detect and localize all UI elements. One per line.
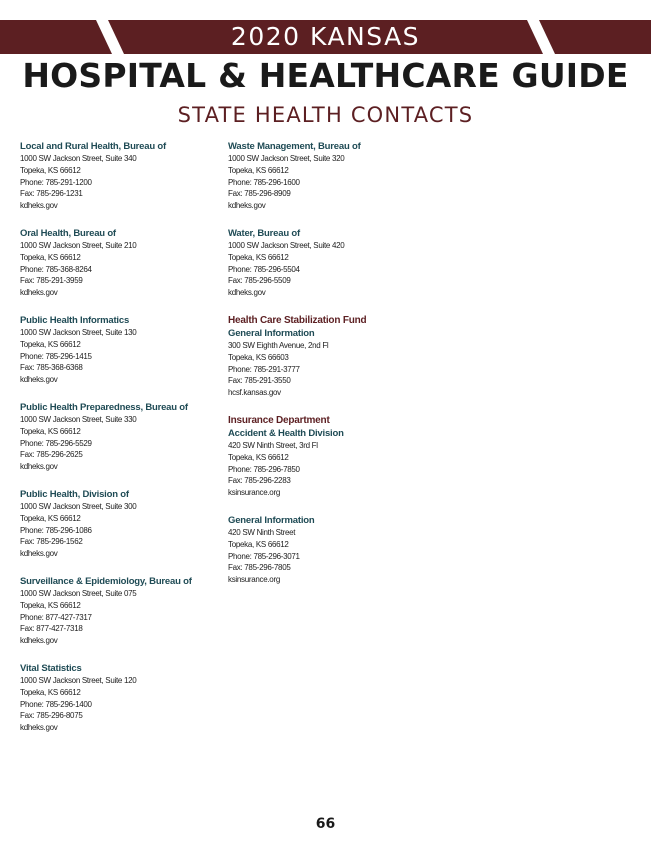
contact-entry [228,140,428,212]
contact-entry [20,575,220,647]
contact-fax: Fax: 785-296-8075 [20,711,83,721]
contact-heading: General Information [228,514,315,526]
contact-city: Topeka, KS 66612 [20,513,81,523]
contact-heading: Oral Health, Bureau of [20,227,116,239]
contact-city: Topeka, KS 66612 [20,687,81,697]
contact-fax: Fax: 785-296-1562 [20,537,83,547]
contact-address: 420 SW Ninth Street, 3rd Fl [228,440,318,450]
contact-city: Topeka, KS 66612 [20,426,81,436]
contact-heading: Public Health Informatics [20,314,130,326]
contact-city: Topeka, KS 66612 [20,339,81,349]
contact-heading: General Information [228,327,315,339]
contact-website: kdheks.gov [228,201,266,211]
contact-heading: Public Health, Division of [20,488,129,500]
contact-city: Topeka, KS 66612 [228,165,289,175]
contact-entry [20,227,220,299]
section-heading: Health Care Stabilization Fund [228,314,367,326]
banner-title: 2020 KANSAS [230,22,421,51]
page-subtitle: STATE HEALTH CONTACTS [177,103,474,127]
contact-fax: Fax: 785-368-6368 [20,363,83,373]
left-column [20,140,220,749]
contact-phone: Phone: 785-296-1086 [20,525,92,535]
contact-heading: Public Health Preparedness, Bureau of [20,401,188,413]
contact-entry [228,227,428,299]
contact-heading: Vital Statistics [20,662,82,674]
contact-website: kdheks.gov [20,201,58,211]
contact-heading: Waste Management, Bureau of [228,141,361,152]
contact-city: Topeka, KS 66603 [228,352,289,362]
contact-website: kdheks.gov [20,549,58,559]
contact-address: 1000 SW Jackson Street, Suite 130 [20,327,137,337]
right-column [228,140,428,601]
contact-phone: Phone: 877-427-7317 [20,612,92,622]
insurance-section [228,414,428,499]
contact-city: Topeka, KS 66612 [20,252,81,262]
contact-entry [20,401,220,473]
contact-heading: Local and Rural Health, Bureau of [20,141,166,152]
contact-website: kdheks.gov [20,723,58,733]
contact-website: ksinsurance.org [228,575,280,585]
contact-address: 420 SW Ninth Street [228,527,296,537]
contact-fax: Fax: 785-296-1231 [20,189,83,199]
contact-heading: Accident & Health Division [228,427,344,439]
contact-address: 300 SW Eighth Avenue, 2nd Fl [228,340,329,350]
contact-address: 1000 SW Jackson Street, Suite 340 [20,154,137,163]
contact-heading: Surveillance & Epidemiology, Bureau of [20,575,192,587]
contact-fax: Fax: 785-291-3959 [20,276,83,286]
contact-address: 1000 SW Jackson Street, Suite 120 [20,675,137,685]
contact-address: 1000 SW Jackson Street, Suite 420 [228,240,345,250]
contact-entry [228,514,428,586]
contact-fax: Fax: 785-291-3550 [228,376,291,386]
contact-phone: Phone: 785-296-3071 [228,551,300,561]
contact-entry [20,662,220,734]
contact-fax: Fax: 877-427-7318 [20,624,83,634]
contact-phone: Phone: 785-296-7850 [228,464,300,474]
contact-entry [20,314,220,386]
contact-website: kdheks.gov [20,375,58,385]
contact-fax: Fax: 785-296-5509 [228,276,291,286]
contact-address: 1000 SW Jackson Street, Suite 300 [20,501,137,511]
contact-fax: Fax: 785-296-2625 [20,450,83,460]
contact-city: Topeka, KS 66612 [228,452,289,462]
contact-fax: Fax: 785-296-2283 [228,476,291,486]
title-banner [0,20,651,54]
contact-address: 1000 SW Jackson Street, Suite 330 [20,414,137,424]
contact-address: 1000 SW Jackson Street, Suite 320 [228,154,345,163]
contact-entry [20,140,220,212]
contact-phone: Phone: 785-296-1415 [20,351,92,361]
hcsf-section [228,314,428,399]
contact-city: Topeka, KS 66612 [228,252,289,262]
contact-phone: Phone: 785-296-1400 [20,699,92,709]
contact-city: Topeka, KS 66612 [228,539,289,549]
contact-city: Topeka, KS 66612 [20,600,81,610]
contact-entry [20,488,220,560]
contact-phone: Phone: 785-291-3777 [228,364,300,374]
contact-address: 1000 SW Jackson Street, Suite 210 [20,240,137,250]
contact-website: kdheks.gov [20,288,58,298]
page-title: HOSPITAL & HEALTHCARE GUIDE [22,56,629,95]
contact-phone: Phone: 785-296-5529 [20,438,92,448]
contact-heading: Water, Bureau of [228,227,300,239]
contact-website: kdheks.gov [20,636,58,646]
page-number: 66 [315,816,336,832]
contact-fax: Fax: 785-296-8909 [228,189,291,199]
contact-phone: Phone: 785-291-1200 [20,177,92,187]
contact-address: 1000 SW Jackson Street, Suite 075 [20,588,137,598]
contact-city: Topeka, KS 66612 [20,165,81,175]
contact-phone: Phone: 785-296-1600 [228,177,300,187]
contact-fax: Fax: 785-296-7805 [228,563,291,573]
contact-phone: Phone: 785-296-5504 [228,264,300,274]
contact-website: hcsf.kansas.gov [228,388,281,398]
contact-website: ksinsurance.org [228,488,280,498]
contact-website: kdheks.gov [20,462,58,472]
contact-phone: Phone: 785-368-8264 [20,264,92,274]
section-heading: Insurance Department [228,414,330,426]
contact-website: kdheks.gov [228,288,266,298]
